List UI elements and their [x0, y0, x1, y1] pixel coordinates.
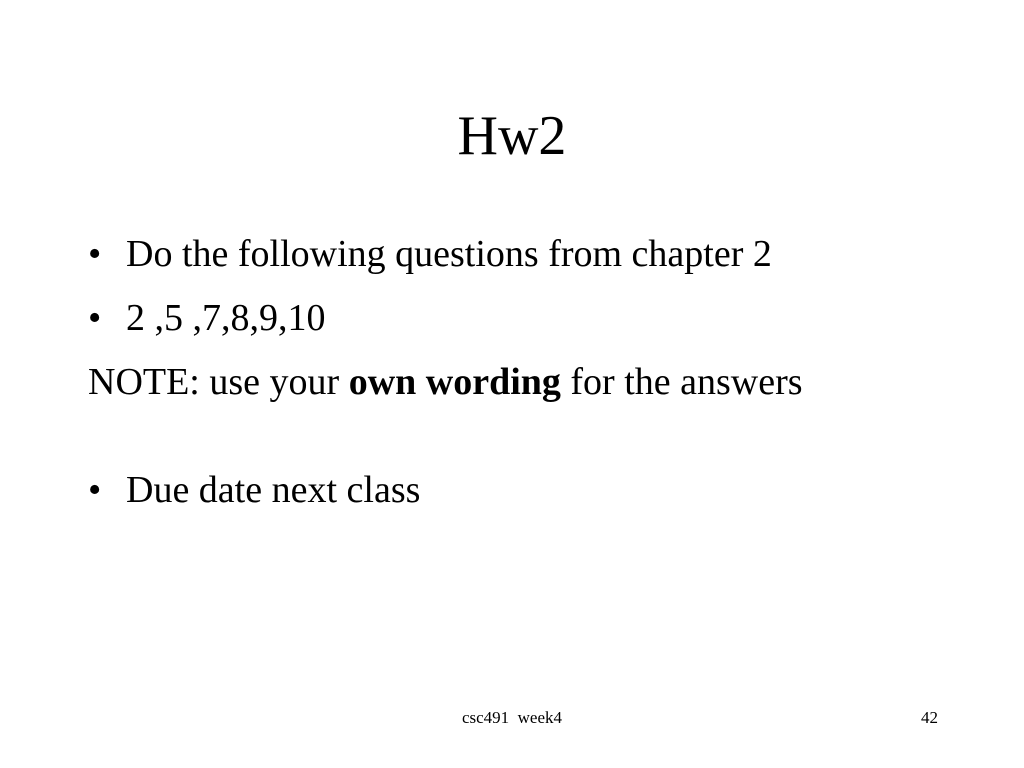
bullet-item-questions	[88, 296, 968, 340]
footer-page-number: 42	[921, 708, 938, 727]
bullet-icon: •	[88, 233, 102, 275]
slide-body	[88, 232, 968, 512]
slide-title: Hw2	[457, 105, 567, 167]
note-prefix: NOTE: use your	[88, 361, 349, 403]
bullet-item-chapter	[88, 232, 968, 276]
bullet-text-chapter: Do the following questions from chapter 2	[126, 233, 772, 275]
bullet-item-due	[88, 468, 968, 512]
note-emphasis: own wording	[348, 361, 561, 403]
note-suffix: for the answers	[560, 361, 803, 403]
bullet-icon: •	[88, 469, 102, 511]
note-paragraph	[88, 360, 968, 404]
footer-course-label: csc491 week4	[461, 708, 563, 727]
bullet-icon: •	[88, 297, 102, 339]
bullet-text-due: Due date next class	[126, 469, 421, 511]
bullet-text-questions: 2 ,5 ,7,8,9,10	[126, 297, 326, 339]
